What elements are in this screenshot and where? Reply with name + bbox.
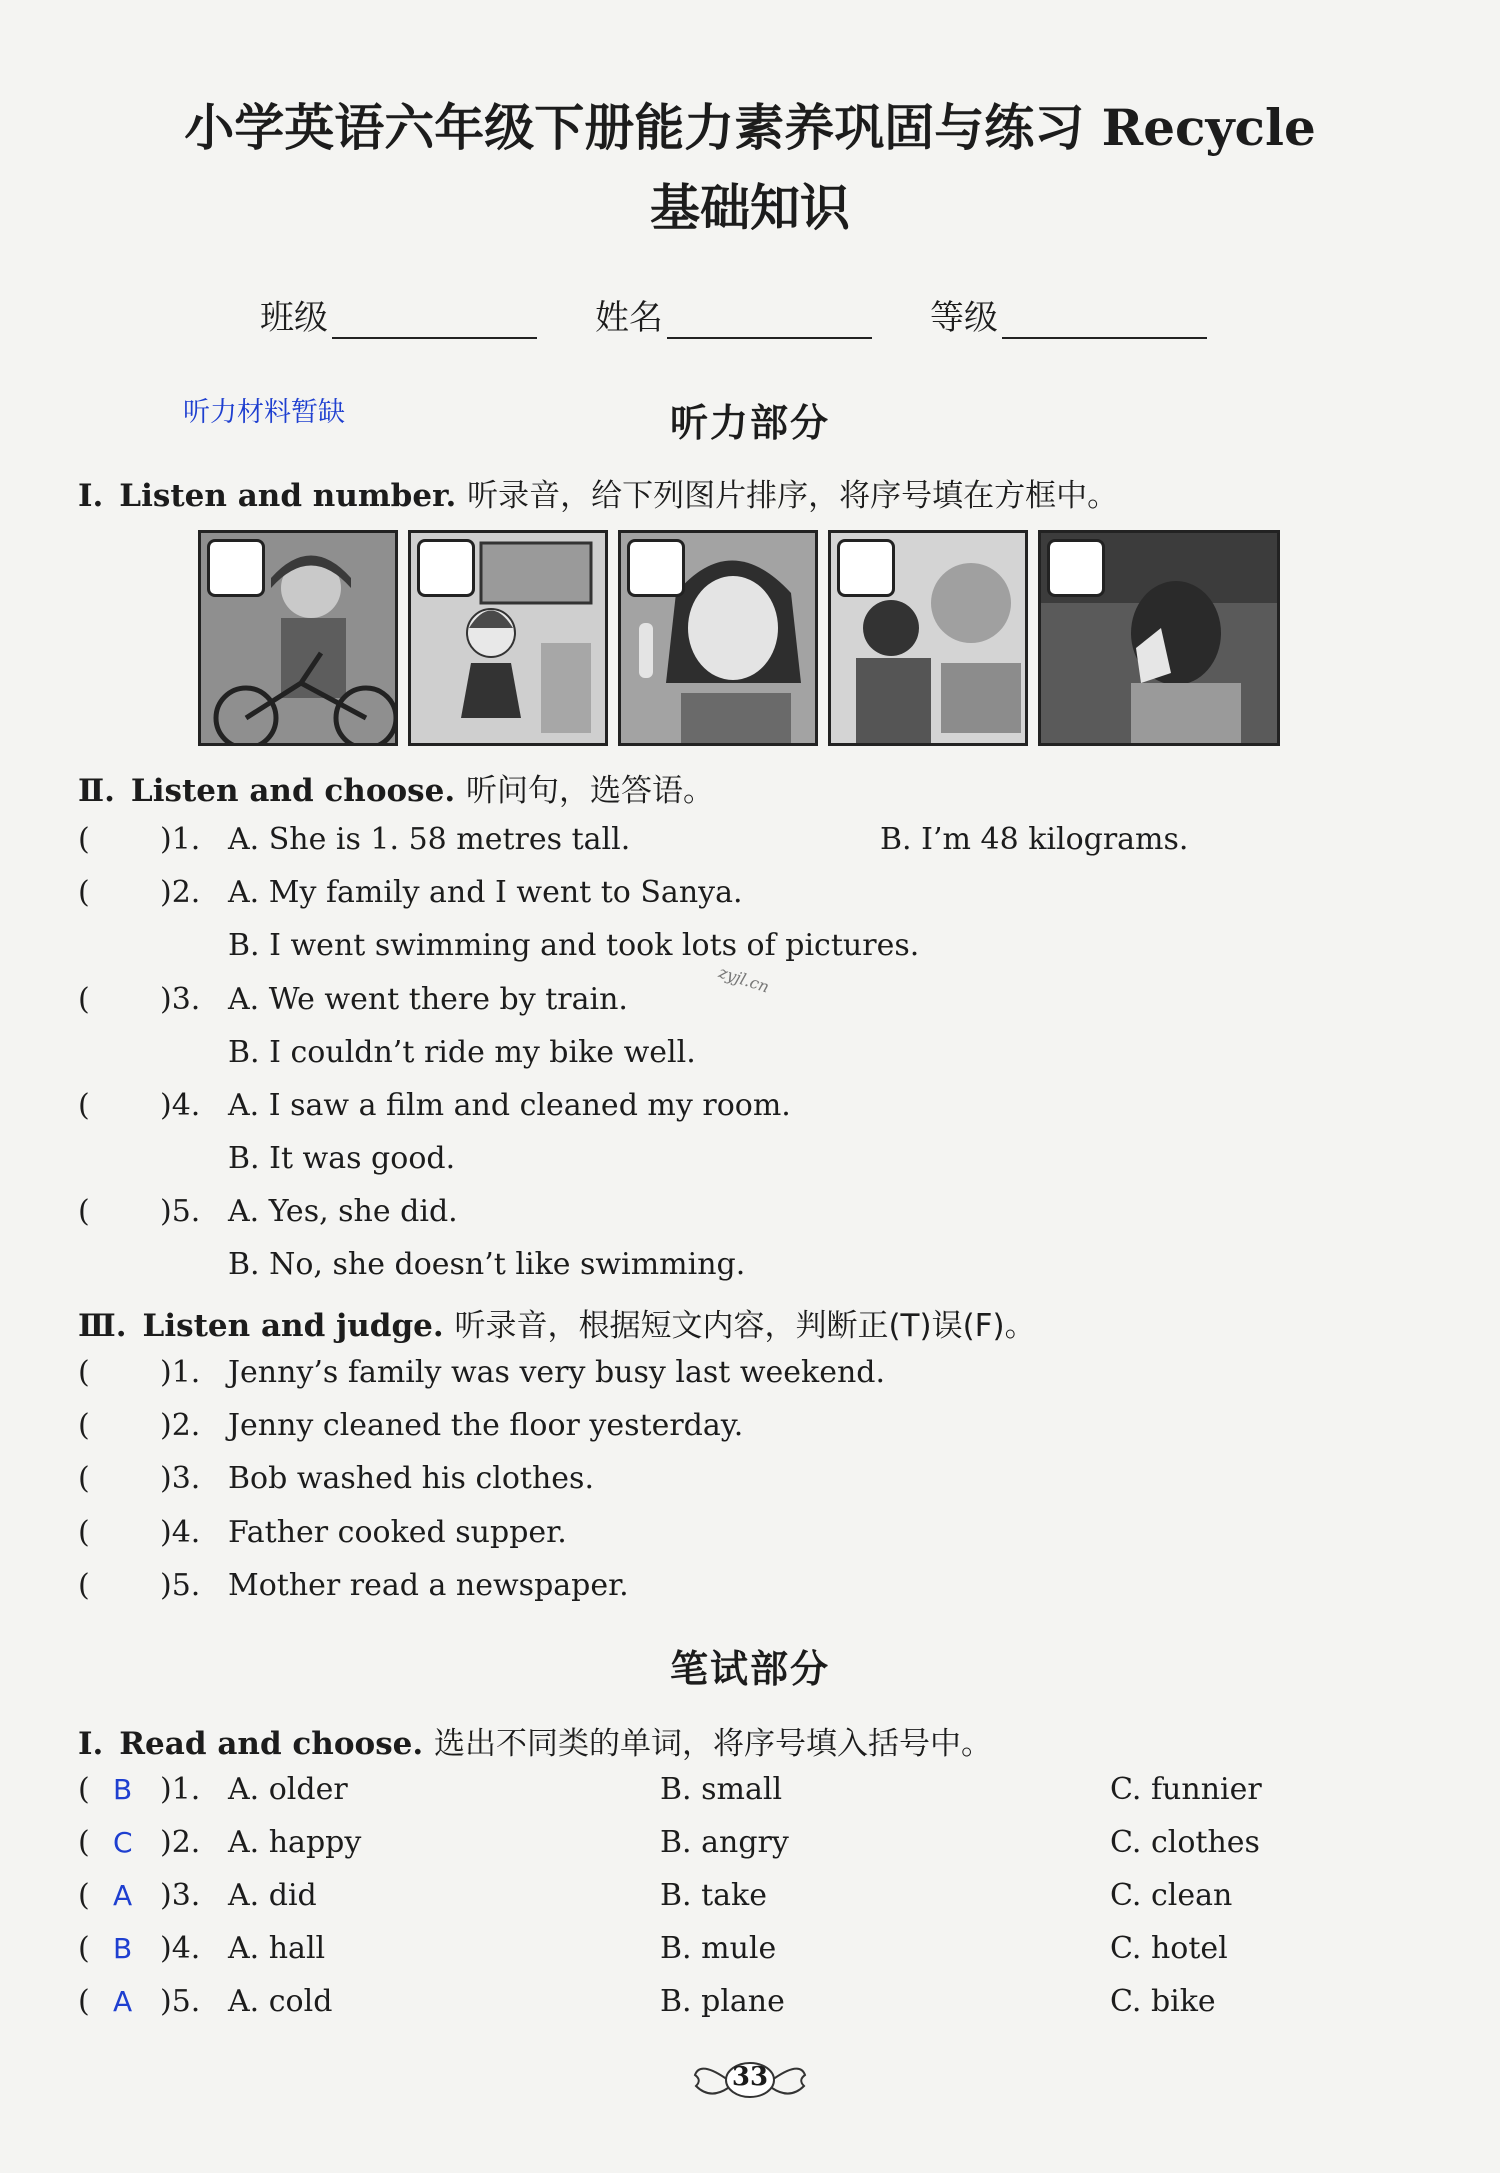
listening-section-title: 听力部分 xyxy=(669,401,830,445)
picture-boy-with-bike xyxy=(198,530,398,746)
page-number-badge xyxy=(690,2050,810,2110)
watermark: zyjl.cn xyxy=(716,962,772,997)
picture-boy-at-bakery xyxy=(828,530,1028,746)
number-box[interactable] xyxy=(1047,539,1105,597)
class-field[interactable]: 班级 xyxy=(260,290,537,339)
judge-item-2: ( )2. Jenny cleaned the floor yesterday. xyxy=(78,1408,744,1443)
word-item-5: ( A )5. A. cold B. plane C. bike xyxy=(0,1982,1500,2022)
judge-item-1: ( )1. Jenny’s family was very busy last weekend. xyxy=(78,1355,886,1390)
picture-strip xyxy=(198,530,1280,746)
number-box[interactable] xyxy=(207,539,265,597)
judge-item-4: ( )4. Father cooked supper. xyxy=(78,1515,567,1550)
judge-item-5: ( )5. Mother read a newspaper. xyxy=(78,1568,629,1603)
choose-item-4: ( )4. A. I saw a film and cleaned my room. xyxy=(78,1088,791,1123)
word-item-4: ( B )4. A. hall B. mule C. hotel xyxy=(0,1929,1500,1969)
name-blank[interactable] xyxy=(667,299,872,339)
judge-item-3: ( )3. Bob washed his clothes. xyxy=(78,1461,594,1496)
choose-item-5: ( )5. A. Yes, she did. xyxy=(78,1194,458,1229)
page-title: 小学英语六年级下册能力素养巩固与练习 Recycle xyxy=(184,98,1316,157)
picture-girl-pointing xyxy=(618,530,818,746)
writing-part1-heading: Ⅰ. Read and choose. 选出不同类的单词，将序号填入括号中。 xyxy=(78,1726,992,1762)
grade-blank[interactable] xyxy=(1002,299,1207,339)
missing-audio-note: 听力材料暂缺 xyxy=(183,397,345,428)
word-item-3: ( A )3. A. did B. take C. clean xyxy=(0,1876,1500,1916)
picture-man-wiping-face xyxy=(1038,530,1280,746)
answer-mark: A xyxy=(113,1985,133,2018)
answer-mark: A xyxy=(113,1879,133,1912)
answer-mark: B xyxy=(113,1773,133,1806)
listening-part2-heading: Ⅱ. Listen and choose. 听问句，选答语。 xyxy=(78,773,714,809)
writing-section-title: 笔试部分 xyxy=(669,1647,830,1691)
number-box[interactable] xyxy=(627,539,685,597)
number-box[interactable] xyxy=(837,539,895,597)
class-blank[interactable] xyxy=(332,299,537,339)
choose-item-2: ( )2. A. My family and I went to Sanya. xyxy=(78,875,743,910)
picture-girl-at-museum xyxy=(408,530,608,746)
number-box[interactable] xyxy=(417,539,475,597)
name-field[interactable]: 姓名 xyxy=(595,290,872,339)
grade-field[interactable]: 等级 xyxy=(930,290,1207,339)
listening-part1-heading: Ⅰ. Listen and number. 听录音，给下列图片排序，将序号填在方框中。 xyxy=(78,478,1119,514)
choose-item-5-b: B. No, she doesn’t like swimming. xyxy=(228,1247,746,1282)
listening-part3-heading: Ⅲ. Listen and judge. 听录音，根据短文内容，判断正(T)误(F)。 xyxy=(78,1308,1036,1344)
answer-mark: B xyxy=(113,1932,133,1965)
page-subtitle: 基础知识 xyxy=(650,178,850,237)
page-number: 33 xyxy=(731,2062,769,2092)
answer-mark: C xyxy=(113,1826,133,1859)
choose-item-4-b: B. It was good. xyxy=(228,1141,456,1176)
word-item-2: ( C )2. A. happy B. angry C. clothes xyxy=(0,1823,1500,1863)
choose-item-2-b: B. I went swimming and took lots of pictures. xyxy=(228,928,920,963)
choose-item-1: ( )1. A. She is 1. 58 metres tall. B. I’m 48 kilograms. xyxy=(78,822,1189,857)
choose-item-3: ( )3. A. We went there by train. xyxy=(78,982,628,1017)
choose-item-3-b: B. I couldn’t ride my bike well. xyxy=(228,1035,696,1070)
word-item-1: ( B )1. A. older B. small C. funnier xyxy=(0,1770,1500,1810)
